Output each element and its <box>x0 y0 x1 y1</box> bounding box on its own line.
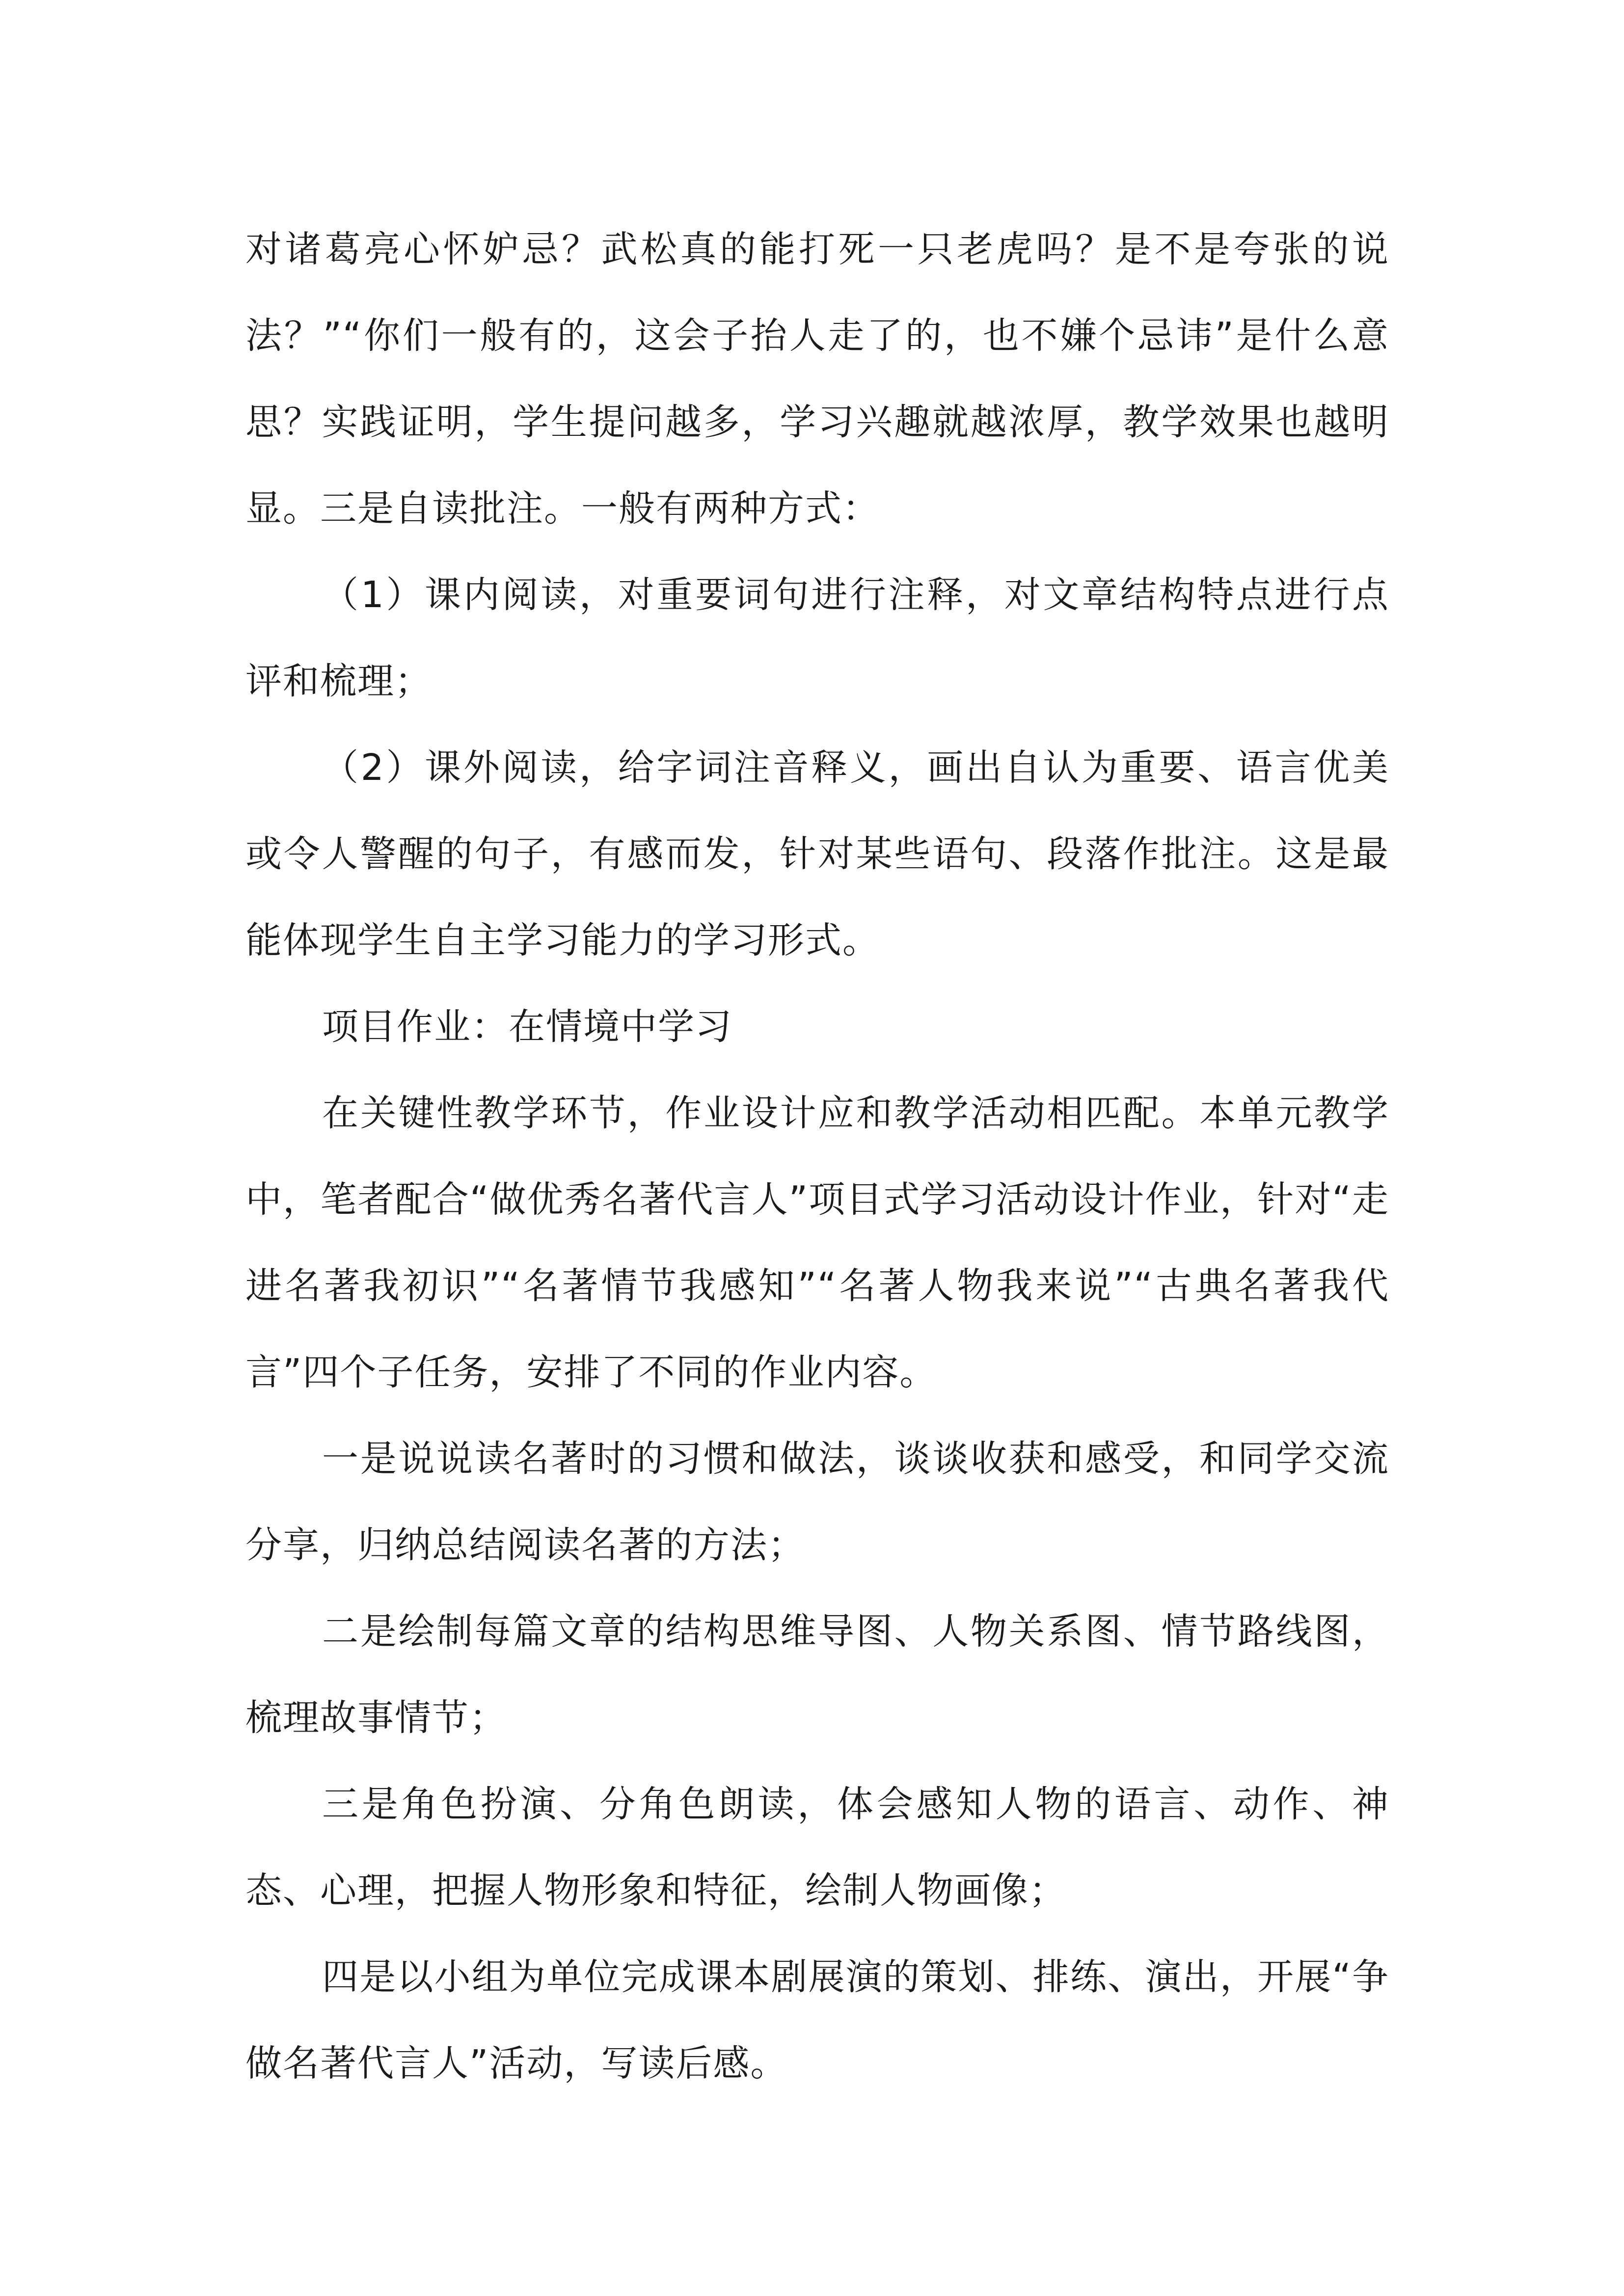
paragraph-list-item-1: （1）课内阅读，对重要词句进行注释，对文章结构特点进行点评和梳理； <box>245 574 1389 702</box>
paragraph-item-two: 二是绘制每篇文章的结构思维导图、人物关系图、情节路线图，梳理故事情节； <box>245 1610 1389 1739</box>
paragraph-item-three: 三是角色扮演、分角色朗读，体会感知人物的语言、动作、神态、心理，把握人物形象和特征，绘制人物画像； <box>245 1783 1389 1912</box>
paragraph-intro: 在关键性教学环节，作业设计应和教学活动相匹配。本单元教学中，笔者配合“做优秀名著代言人”项目式学习活动设计作业，针对“走进名著我初识”“名著情节我感知”“名著人物我来说”“古典名著我代言”四个子任务，安排了不同的作业内容。 <box>245 1092 1389 1393</box>
paragraph-item-one: 一是说说读名著时的习惯和做法，谈谈收获和感受，和同学交流分享，归纳总结阅读名著的方法； <box>245 1438 1389 1566</box>
body-text <box>245 206 1389 2107</box>
paragraph-list-item-2: （2）课外阅读，给字词注音释义，画出自认为重要、语言优美或令人警醒的句子，有感而发，针对某些语句、段落作批注。这是最能体现学生自主学习能力的学习形式。 <box>245 747 1389 961</box>
paragraph-item-four: 四是以小组为单位完成课本剧展演的策划、排练、演出，开展“争做名著代言人”活动，写读后感。 <box>245 1956 1389 2084</box>
paragraph-continuation: 对诸葛亮心怀妒忌？武松真的能打死一只老虎吗？是不是夸张的说法？”“你们一般有的，这会子抬人走了的，也不嫌个忌讳”是什么意思？实践证明，学生提问越多，学习兴趣就越浓厚，教学效果也越明显。三是自读批注。一般有两种方式： <box>245 228 1389 530</box>
section-heading: 项目作业：在情境中学习 <box>322 1006 732 1048</box>
